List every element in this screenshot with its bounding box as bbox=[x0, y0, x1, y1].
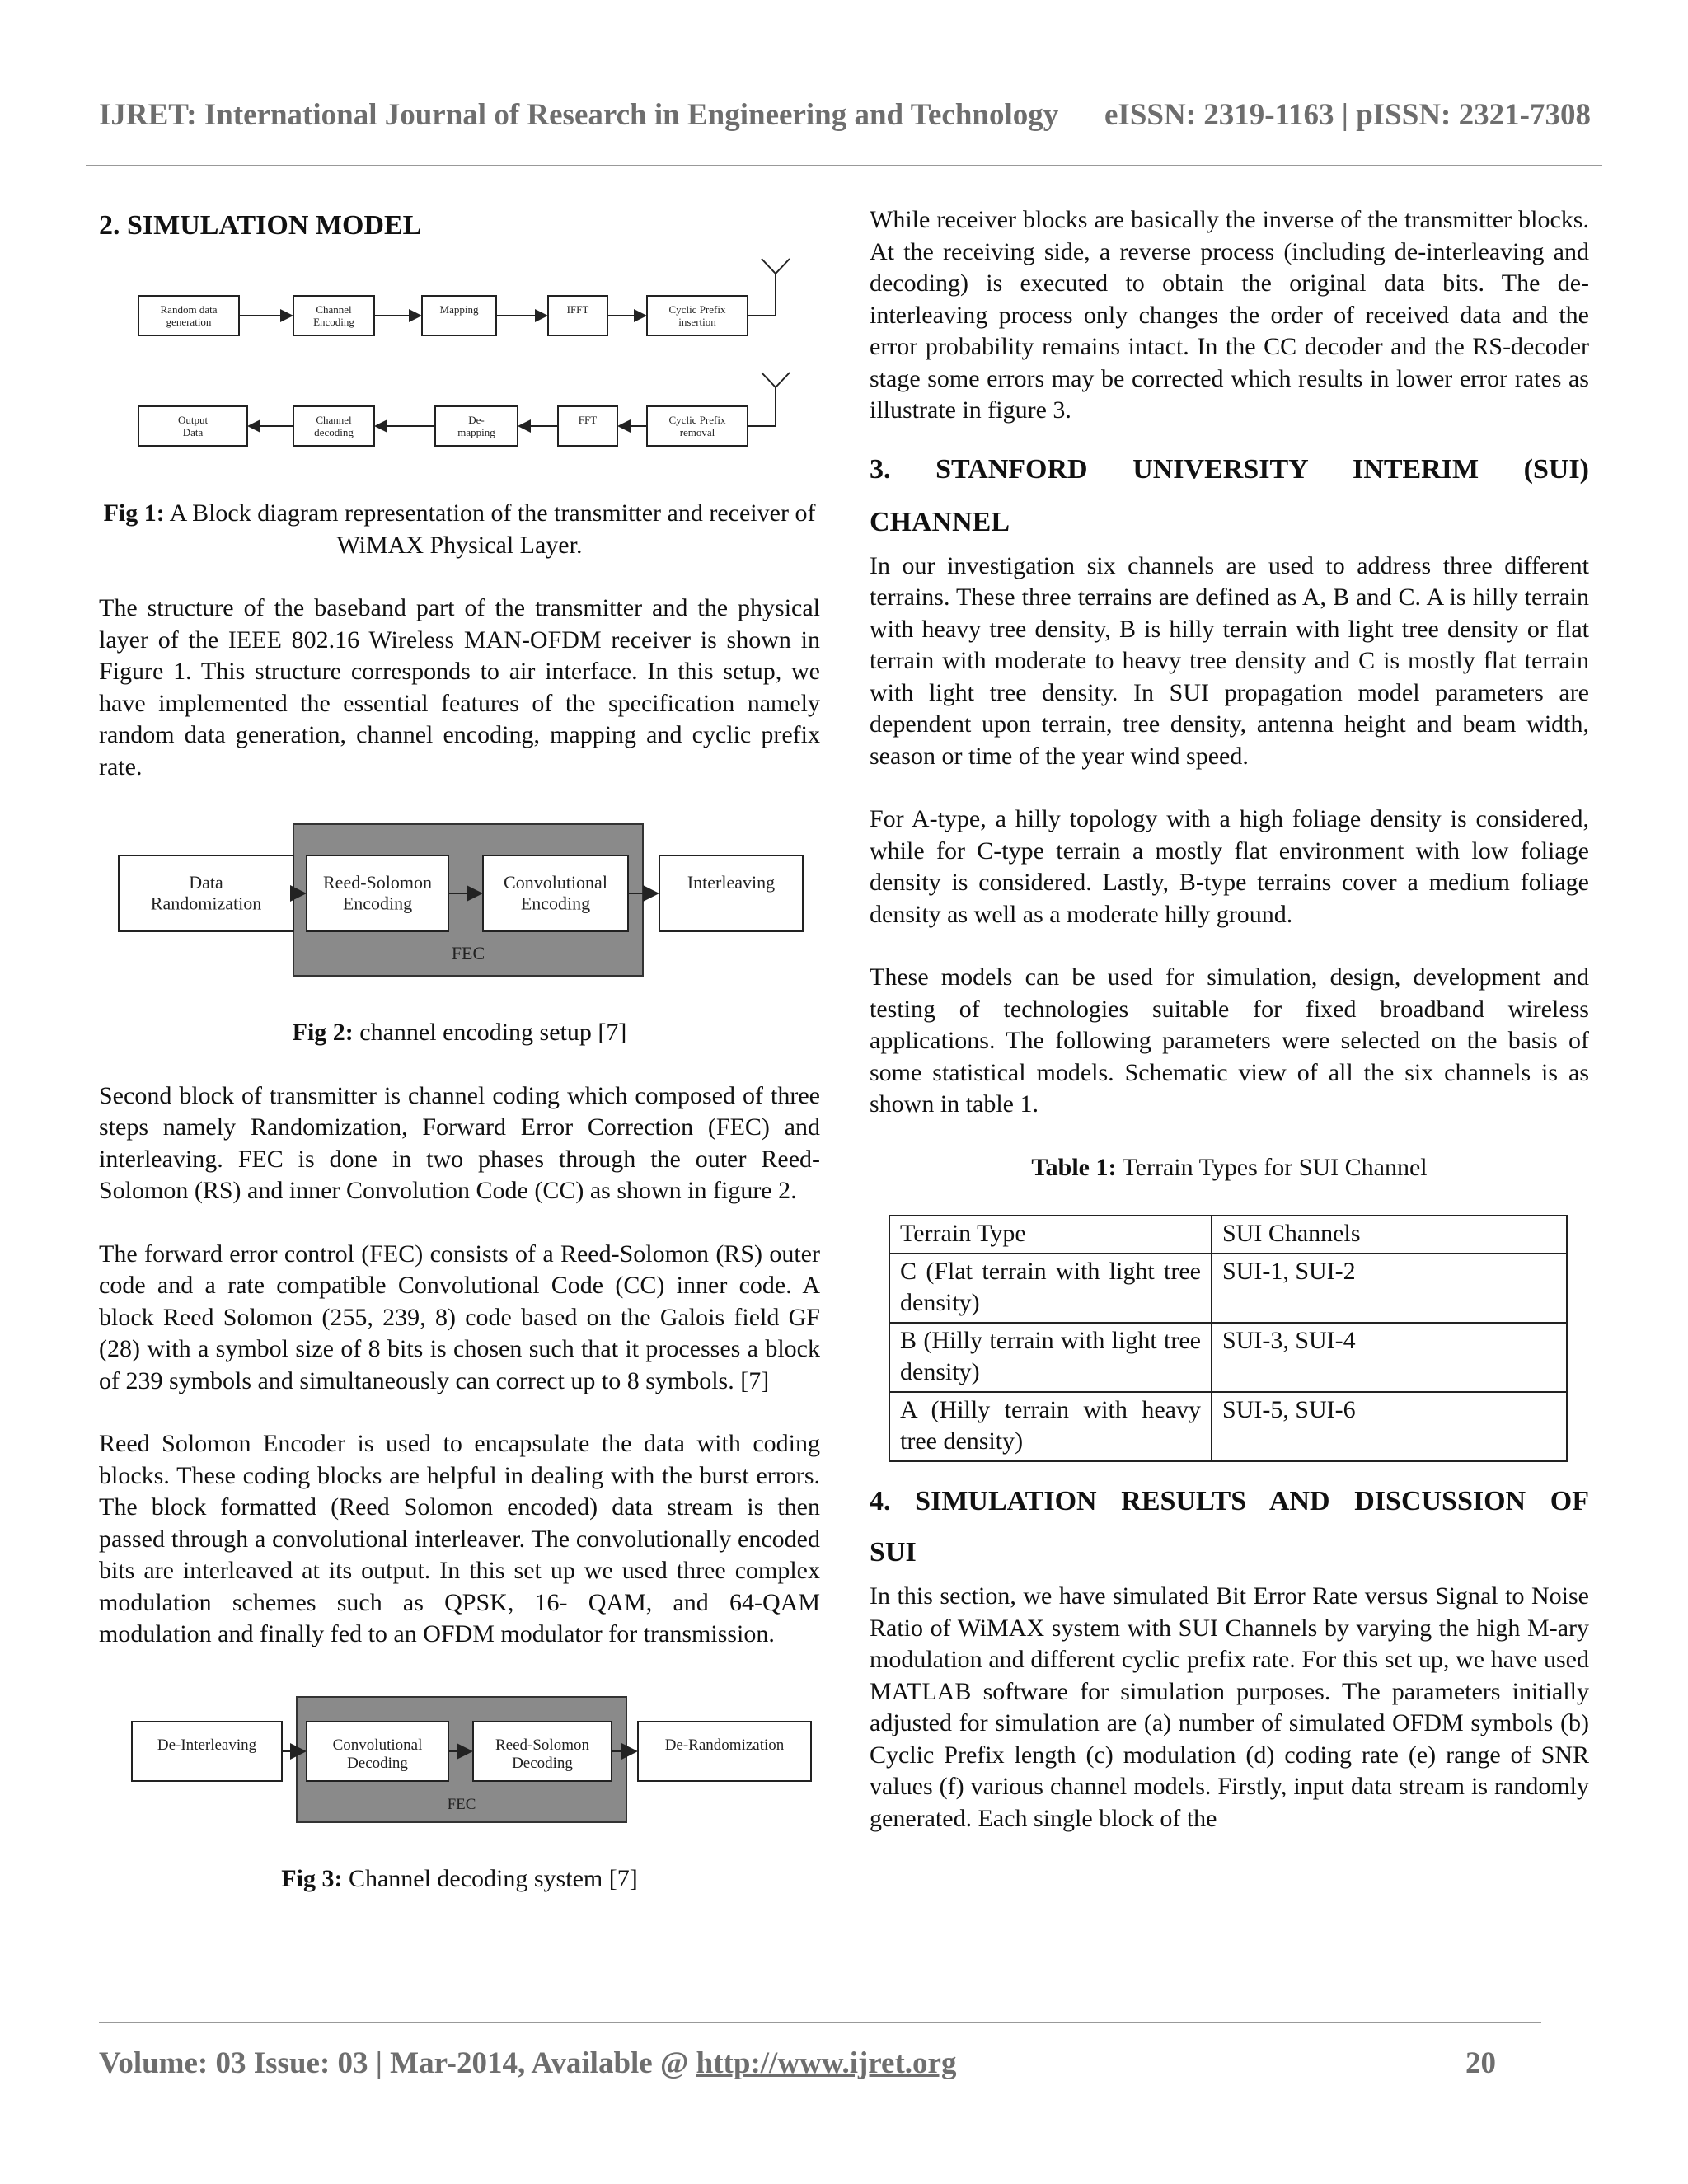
table-header-cell: SUI Channels bbox=[1212, 1216, 1567, 1254]
paragraph: In this section, we have simulated Bit Error Rate versus Signal to Noise Ratio of WiMAX system with SUI Channels by varying the high M-ary modulation and different cyclic prefix rate. For this set up, we have used MATLAB software for simulation purposes. The parameters initially adjusted for simulation are (a) number of simulated OFDM symbols (b) Cyclic Prefix length (c) modulation (d) coding rate (e) range of SNR values (f) various channel models. Firstly, input data stream is randomly generated. Each single block of the bbox=[870, 1582, 1589, 1832]
running-footer bbox=[99, 2046, 956, 2081]
footer-volume: Volume: 03 Issue: 03 | Mar-2014, Available @ bbox=[99, 2046, 696, 2080]
table-row bbox=[889, 1254, 1567, 1323]
table-1-caption: Table 1: Terrain Types for SUI Channel bbox=[1031, 1153, 1428, 1181]
header-rule bbox=[86, 165, 1602, 166]
running-header bbox=[99, 97, 1607, 133]
fig2-label-1: Data Randomization bbox=[150, 872, 262, 914]
fig1-tx-label-1: Random data generation bbox=[160, 303, 218, 328]
table-cell: SUI-5, SUI-6 bbox=[1212, 1392, 1567, 1461]
table-header-row bbox=[889, 1216, 1567, 1254]
paragraph: For A-type, a hilly topology with a high foliage density is considered, while for C-type terrain a mostly flat environment with low foliage density is considered. Lastly, B-type terrains cover a medium foliage density as well as a moderate hilly ground. bbox=[870, 805, 1589, 928]
figure-2-channel-encoding bbox=[99, 821, 824, 986]
paragraph: Reed Solomon Encoder is used to encapsulate the data with coding blocks. These coding blocks are helpful in dealing with the burst errors. The block formatted (Reed Solomon encoded) data stream is then passed through a convolutional interleaver. The convolutionally encoded bits are interleaved at its output. In this set up we used three complex modulation schemes such as QPSK, 16- QAM, and 64-QAM modulation and finally fed to an OFDM modulator for transmission. bbox=[99, 1430, 820, 1647]
fig1-rx-label-1: Output Data bbox=[177, 414, 209, 438]
left-column bbox=[99, 208, 820, 1895]
paragraph: In our investigation six channels are used to address three different terrains. These three terrains are defined as A, B and C. A is hilly terrain with heavy tree density, B is hilly terrain with light tree density or flat terrain with moderate to heavy tree density and C is mostly flat terrain with light tree density. In SUI propagation model parameters are dependent upon terrain, tree density, antenna height and beam width, season or time of the year wind speed. bbox=[870, 551, 1589, 770]
issn: eISSN: 2319-1163 | pISSN: 2321-7308 bbox=[1104, 98, 1591, 132]
fig1-tx-label-2: Channel Encoding bbox=[313, 303, 354, 328]
fig1-tx-label-5: Cyclic Prefix insertion bbox=[668, 303, 726, 328]
page-number: 20 bbox=[1465, 2046, 1496, 2080]
fig1-rx-label-3: De-mapping bbox=[457, 414, 495, 438]
fig1-rx-label-4: FFT bbox=[578, 414, 598, 426]
fig1-tx-label-3: Mapping bbox=[439, 303, 479, 316]
table-cell: SUI-3, SUI-4 bbox=[1212, 1323, 1567, 1392]
paragraph: These models can be used for simulation, design, development and testing of technologies suitable for fixed broadband wireless applications. The following parameters were selected on the basis of some statistical models. Schematic view of all the six channels is as shown in table 1. bbox=[870, 963, 1589, 1118]
figure-1-block-diagram bbox=[99, 247, 824, 486]
section-4-heading-line-1: 4. SIMULATION RESULTS AND DISCUSSION OF bbox=[870, 1486, 1589, 1516]
section-3-heading-line-1: 3. STANFORD UNIVERSITY INTERIM (SUI) bbox=[870, 453, 1589, 485]
fig3-label-2: Convolutional Decoding bbox=[332, 1736, 423, 1772]
table-cell: A (Hilly terrain with heavy tree density) bbox=[889, 1392, 1212, 1461]
figure-1-caption: Fig 1: A Block diagram representation of the transmitter and receiver of WiMAX Physical Layer. bbox=[103, 499, 816, 559]
figure-3-caption: Fig 3: Channel decoding system [7] bbox=[281, 1864, 638, 1892]
journal-title: IJRET: International Journal of Research in Engineering and Technology bbox=[99, 98, 1059, 132]
paragraph: The forward error control (FEC) consists of a Reed-Solomon (RS) outer code and a rate compatible Convolutional Code (CC) inner code. A block Reed Solomon (255, 239, 8) code based on the Galois field GF (28) with a symbol size of 8 bits is chosen such that it processes a block of 239 symbols and simultaneously can correct up to 8 symbols. [7] bbox=[99, 1240, 820, 1394]
terrain-table bbox=[889, 1215, 1568, 1462]
table-row bbox=[889, 1323, 1567, 1392]
fig1-rx-block-4 bbox=[558, 406, 617, 446]
section-4-heading-line-2: SUI bbox=[870, 1537, 917, 1568]
paragraph: The structure of the baseband part of the transmitter and the physical layer of the IEEE 802.16 Wireless MAN-OFDM receiver is shown in Figure 1. This structure corresponds to air interface. In this setup, we have implemented the essential features of the specification namely random data generation, channel encoding, mapping and cyclic prefix rate. bbox=[99, 594, 820, 780]
footer-rule bbox=[99, 2022, 1541, 2023]
right-column bbox=[870, 204, 1589, 1835]
figure-3-channel-decoding bbox=[99, 1695, 824, 1835]
figure-2-caption: Fig 2: channel encoding setup [7] bbox=[292, 1019, 627, 1046]
fig1-tx-block-4 bbox=[548, 296, 607, 335]
fig1-tx-label-4: IFFT bbox=[566, 303, 589, 316]
journal-link[interactable]: http://www.ijret.org bbox=[696, 2046, 957, 2080]
table-cell: C (Flat terrain with light tree density) bbox=[889, 1254, 1212, 1323]
fig1-tx-block-3 bbox=[422, 296, 496, 335]
section-2-heading: 2. SIMULATION MODEL bbox=[99, 210, 422, 241]
section-3-heading-line-2: CHANNEL bbox=[870, 506, 1010, 537]
fig2-label-4: Interleaving bbox=[687, 872, 776, 893]
fig2-fec-label: FEC bbox=[451, 943, 485, 963]
fig2-block-4 bbox=[659, 855, 803, 931]
fig3-label-1: De-Interleaving bbox=[157, 1736, 257, 1754]
table-row bbox=[889, 1392, 1567, 1461]
fig1-rx-label-2: Channel decoding bbox=[314, 414, 354, 438]
fig2-label-2: Reed-Solomon Encoding bbox=[323, 872, 432, 914]
table-cell: B (Hilly terrain with light tree density) bbox=[889, 1323, 1212, 1392]
fig3-label-3: Reed-Solomon Decoding bbox=[495, 1736, 589, 1772]
paragraph: While receiver blocks are basically the inverse of the transmitter blocks. At the receiving side, a reverse process (including de-interleaving and decoding) is executed to obtain the original data bits. The de-interleaving process only changes the order of received data and the error probability remains intact. In the CC decoder and the RS-decoder stage some errors may be corrected which results in lower error rates as illustrate in figure 3. bbox=[870, 206, 1589, 424]
fig3-fec-label: FEC bbox=[447, 1795, 476, 1813]
table-header-cell: Terrain Type bbox=[889, 1216, 1212, 1254]
paragraph: Second block of transmitter is channel coding which composed of three steps namely Randomization, Forward Error Correction (FEC) and interleaving. FEC is done in two phases through the outer Reed-Solomon (RS) and inner Convolution Code (CC) as shown in figure 2. bbox=[99, 1081, 820, 1204]
fig2-label-3: Convolutional Encoding bbox=[504, 872, 607, 914]
fig1-rx-label-5: Cyclic Prefix removal bbox=[668, 414, 726, 438]
table-cell: SUI-1, SUI-2 bbox=[1212, 1254, 1567, 1323]
fig3-label-4: De-Randomization bbox=[664, 1736, 785, 1754]
